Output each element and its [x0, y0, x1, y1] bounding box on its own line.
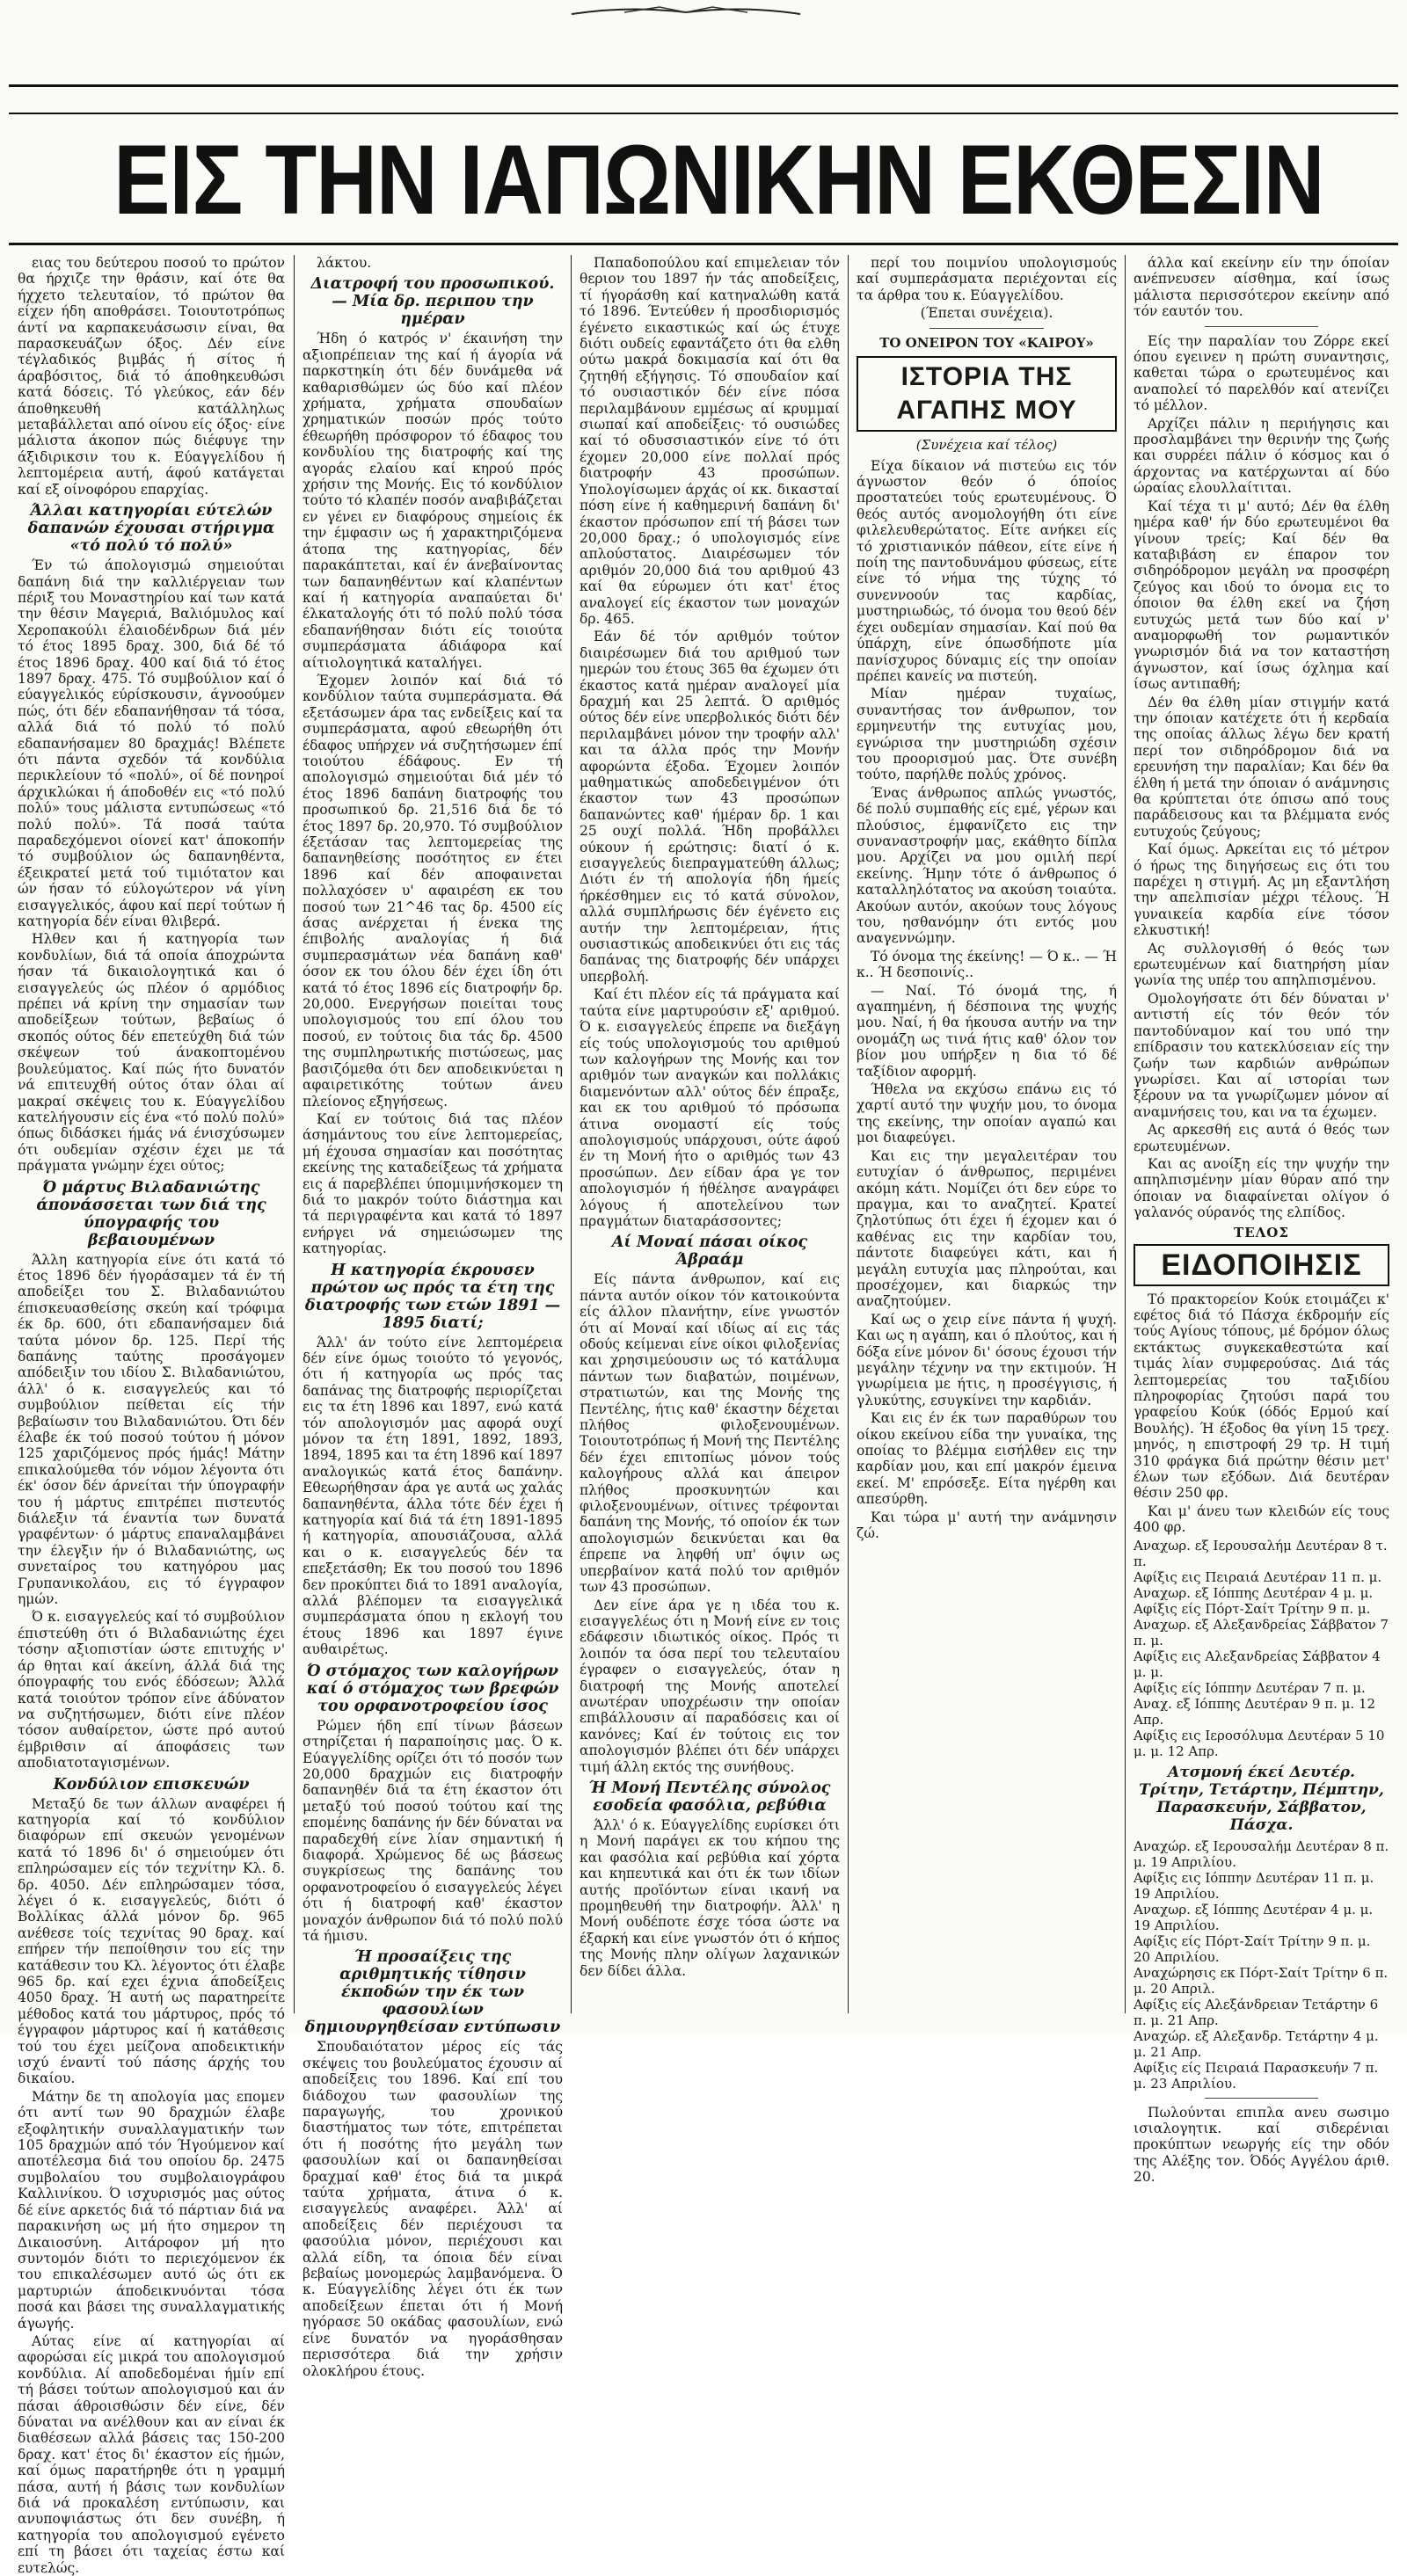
article-paragraph: Δέν θα έλθη μίαν στιγμήν κατά την όποιαν κατέχετε ότι ή κερδαία της οποίας άλλως λέγω δεν κρατή περί τον σιδηρόδρομον διά να ερευνήση την παραλίαν; Και δέν θα έλθη ή μετά την όποιαν ό ανάμνησις θα κρύπτεται ότε όπισω από τους παράδεισους και τα βλέμματα ενός ευτυχούς ζεύγους;: [1134, 694, 1389, 840]
column-2: [303, 255, 563, 2379]
column-divider: [571, 255, 572, 2013]
schedule-list: [1134, 1538, 1389, 1759]
article-paragraph: Και τώρα μ' αυτή την ανάμνησιν ζώ.: [857, 1509, 1117, 1542]
continued-note: (Έπεται συνέχεια).: [920, 305, 1053, 322]
stay-heading: Ατσμονή έκεί Δευτέρ. Τρίτην, Τετάρτην, Πέμπτην, Παρασκευήν, Σάββατον, Πάσχα.: [1139, 1763, 1384, 1834]
top-rule: [9, 84, 1398, 87]
section-heading: Η κατηγορία έκρουσεν πρώτον ως πρός τα έτη της διατροφής των ετών 1891 — 1895 διατί;: [304, 1261, 561, 1332]
article-paragraph: Είς πάντα άνθρωπον, καί εις πάντα αυτόν οίκον τόν κατοικούντα είς άλλον πλανήτην, είνε γνωστόν ότι αί Μοναί καί ιδίως αί εις τάς οδούς κείμεναι είνε οίκοι φιλοξενίας και χρησιμεύουσιν ως τό κατάλυμα πάντων των διαβατών, ποιμένων, στρατιωτών, και της Μονής της Πεντέλης, ήτις καθ' έκαστην δέχεται πλήθος φιλοξενουμένων. Τοιουτοτρόπως ή Μονή της Πεντέλης δέν έχει επιτοπίως μόνον τούς καλογήρους αλλά και άπειρον πλήθος προσκυνητών και φιλοξενουμένων, οίτινες τρέφονται δαπάνη της Μονής, τό οποίον έκ των απολογισμών δεικνύεται και θα έπρεπε να ληφθή υπ' όψιν ως υπερβαίνον κατά πολύ τον αριθμόν των 43 προσώπων.: [580, 1271, 840, 1596]
notice-paragraph: Τό πρακτορείον Κούκ ετοιμάζει κ' εφέτος διά τό Πάσχα έκδρομήν είς τούς Αγίους τόπους, μέ δρόμον όλως εκτάκτως συγκεκαθεστώτα καί τιμάς λίαν συμφερούσας. Διά τάς λεπτομερείας του ταξιδίου πληροφορίας ζητούσι παρά του γραφείου Κούκ (όδός Ερμού καί Βουλής). Ή έξοδος θα γίνη 15 τρεχ. μηνός, η επιστροφή 29 τρ. Η τιμή 310 φράγκα διά πρώτην θέσιν μετ' έλων των εξόδων. Διά δευτέραν θέσιν 250 φρ.: [1134, 1291, 1389, 1502]
section-heading: Διατροφή του προσωπικού. — Μία δρ. περιπου την ημέραν: [310, 275, 555, 329]
schedule-item: Αφίξις εις Πειραιά Δευτέραν 11 π. μ.: [1134, 1568, 1382, 1585]
column-4: [857, 255, 1117, 2013]
schedule-item: Αναχώρ. εξ Αλεξανδρ. Τετάρτην 4 μ. μ. 21 Απρ.: [1134, 2027, 1379, 2060]
schedule-item: Αφίξις εις Ιόππην Δευτέραν 11 π. μ. 19 Απριλίου.: [1134, 1869, 1374, 1902]
column-5: [1134, 255, 1389, 2186]
columns: [18, 255, 1389, 2576]
article-paragraph: ειας του δεύτερου ποσού το πρώτον θα ήρχιζε την θράσιν, καί ότε θα ήχχετο τελευταίον, τό πρώτον θα είχεν ήδη αποθράσει. Τοιουτοτρόπως άντί να καρπακευάσωσιν είναι, θα παρασκευάζων όξος. Δέν είνε τέγλαδικός βιμβάς ή σίτος ή άραβόσιτος, διά τό άποθηκευθώσι κατά δόσεις. Τό γλεύκος, εάν δέν άποθηκευθή κατάλληλως μεταβάλλεται από οίνου είς όξος· είνε μάλιστα άκοπον πώς διέφυγε την άξιδιρικσιν του κ. Εύαγγελίδου ή λεπτομέρεια αυτή, άφού κατάγεται καί εξ οίνοφόρου επαρχίας.: [18, 255, 285, 498]
section-heading: Άλλαι κατηγορίαι εύτελών δαπανών έχουσαι στήριγμα «τό πολύ τό πολύ»: [27, 502, 275, 556]
article-paragraph: Είς την παραλίαν του Ζόρρε εκεί όπου εγεινεν η πρώτη συναντησις, καθεται τώρα ο ερωτευμένος και αναπολεί τό παρελθόν καί ατενίζει τό μέλλον.: [1134, 332, 1389, 414]
schedule-item: Αναχώρησις εκ Πόρτ-Σαίτ Τρίτην 6 π. μ. 20 Απριλ.: [1134, 1964, 1389, 1997]
article-paragraph: Και εις έν έκ των παραθύρων του οίκου εκείνου είδα την γυναίκα, της οποίας το βλέμμα εισήλθεν εις την καρδίαν μου, και επί μακρόν έμεινα εκεί. Μ' επρόσεξε. Είτα ηγέρθη και απεσύρθη.: [857, 1410, 1117, 1508]
return-schedule-list: [1134, 1838, 1389, 2092]
article-paragraph: Μεταξύ δε των άλλων αναφέρει ή κατηγορία καί τό κονδύλιον διαφόρων επί σκευών γενομένων κατά τό 1896 δι' ό σημειούμεν ότι επληρώσαμεν είς τόν τεχνίτην Κλ. δ. δρ. 4050. Δέν επληρώσαμεν τόσα, λέγει ό κ. εισαγγελεύς, διότι ό Βολλίκας άλλά μόνον δρ. 965 ανέθεσε τοίς τεχνίτας 90 δραχ. καί επήρεν τήν πεποίθησιν του είς την κατάθεσιν του Κλ. λέγοντος ότι έλαβε 965 δρ. καί εχει έχνια άποδείξεις 4050 δραχ. Ή αυτή ως παρατηρείτε μέθοδος κατά του μάρτυρος, πρός τό έγγραφον μάρτυρος καί ή κατάθεσις τού του έχει μείζονα αποδεικτικήν ισχύ έναντί τού πάσης άρχής του δικαίου.: [18, 1795, 285, 2087]
article-paragraph: Ας αρκεσθή εις αυτά ό θεός των ερωτευμένων.: [1134, 1122, 1389, 1154]
article-paragraph: Έχομεν λοιπόν καί διά τό κονδύλιον ταύτα συμπεράσματα. Θά εξετάσωμεν άρα τας ενδείξεις καί τα συμπεράσματα, αφού εθεωρήθη ότι έδαφος υπήρχεν νά συζητήσωμεν έπί τοιούτου έδάφους. Εν τή απολογισμώ σημειούται διά μέν τό έτος 1896 δαπάνη διατροφής του προσωπικού δρ. 21,516 διά δε τό έτος 1897 δρ. 20,970. Τό συμβούλιον έξετάσαν τας λεπτομερείας της δαπανηθείσης ποσότητος εν έτει 1896 καί δέν αποφαινεται πολλαχόσεν υ' αφαιρέση εκ του ποσού των 21^46 τας δρ. 4500 είς άσας ανέρχεται ή ένεκα της έπιβολής αναλογίας ή διά συμπερασμάτων νέα δαπάνη καθ' όσον εκ του όλου δέν έχει ίδη ότι κατά τό έτος 1896 είς διατροφήν δρ. 20,000. Ενεργήσων ποιείται τους υπολογισμούς του επί όλου του ποσού, εν τούτοις δια τάς δρ. 4500 της συμπληρωτικής πιστώσεως, μας βασιζόμεθα ότι δεν αποδεικνύεται η αφαιρετικότης τούτων άνευ πλείονος εξηγήσεως.: [303, 672, 563, 1110]
ornament-icon: [572, 2, 800, 21]
schedule-item: Αφίξις είς Πόρτ-Σαίτ Τρίτην 9 π. μ. 20 Απριλίου.: [1134, 1932, 1371, 1965]
section-rule: [1205, 326, 1317, 327]
article-paragraph: Μάτην δε τη απολογία μας επομεν ότι αντί των 90 δραχμών έλαβε εξοφλητικήν συναλλαγματικήν των 105 δραχμών από τόν Ήγούμενον καί αποτέλεσμα διά του οποίου δρ. 2475 συμβολαίου του συμβολαιογράφου Καλλινίκου. Ό ισχυρισμός μας ούτος δέ είνε αρκετός διά τό πάρτιαν διά να παρακινήση ως μή ήτο σημερον τη Δικαιοσύνη. Αιτάροφον μή ητο συντομόν διότι το περιεχόμενον έκ του επικαλέσωμεν αυτό ώς ότι εκ μαρτυριών άποδεικνυόνται τόσα ποσά και βάσει της συναλλαγματικής άγωγής.: [18, 2088, 285, 2332]
column-divider: [1125, 255, 1126, 2013]
article-paragraph: Ένας άνθρωπος απλώς γνωστός, δέ πολύ συμπαθής είς εμέ, γέρων και πλούσιος, έμφανίζετο εις την συναναστροφήν μας, εκάθητο δίπλα μου. Αρχίζει να μου ομιλή περί εκείνης. Ήμην τότε ό άνθρωπος ό καταλληλότατος να ακούση τοιαύτα. Ακούων αυτόν, ακούων τους λόγους του, ησθανόμην ότι εντός μου αναγεννώμην.: [857, 784, 1117, 947]
schedule-item: Αναχωρ. εξ Ιερουσαλήμ Δευτέραν 8 τ. π.: [1134, 1537, 1388, 1569]
notice-paragraph: Και μ' άνευ των κλειδών είς τους 400 φρ.: [1134, 1503, 1389, 1536]
section-rule: [929, 328, 1044, 329]
article-paragraph: Άλλ' ό κ. Εύαγγελίδης ευρίσκει ότι η Μονή παράγει εκ του κήπου της και φασόλια καί ρεβύθια καί χόρτα και κηπευτικά και ότι έκ των ιδίων αυτής προϊόντων είναι ικανή να προμηθευθή την διατροφήν. Άλλ' η Μονή ουδέποτε έσχε τόσα ώστε να έξαρκή και είνε γνωστόν ότι ό κήπος της Μονής πλην ολίγων λαχανικών δεν δίδει άλλα.: [580, 1816, 840, 1979]
column-divider: [848, 255, 849, 2013]
article-paragraph: Άλλ' άν τούτο είνε λεπτομέρεια δέν είνε όμως τοιούτο τό γεγονός, ότι ή κατηγορία ως πρός τας δαπάνας της διατροφής περιορίζεται εις τα έτη 1896 και 1897, ενώ κατά τόν απολογισμόν μας αφορά ουχί μόνον τα έτη 1891, 1892, 1893, 1894, 1895 και τα έτη 1896 καί 1897 αναλογικώς κατά έτος δαπάνην. Εθεωρήθησαν άρα γε αυτά ως χαλάς δαπανηθέντα, άλλα τότε δέν έχει ή κατηγορία καί διά τά έτη 1891-1895 ή κατηγορία, απουσιάζουσα, αλλά και ο κ. εισαγγελεύς δέν τα επεξετάσθη; Εκ του ποσού του 1896 δεν προκύπτει διά το 1891 αναλογία, αλλά βλέπομεν τα εισαγγελικά συμπεράσματα όπου η εκλογή του έτους 1896 και 1897 έγινε αυθαιρέτως.: [303, 1334, 563, 1658]
classified-ad: Πωλούνται επιπλα ανευ σωσιμο ισιαλογητικ. καί σιδερένιαι προκύπτων νεωργής είς την οδόν της Αλέξης τον. Όδός Αγγέλου άριθ. 20.: [1134, 2104, 1389, 2186]
column-divider: [294, 255, 295, 2013]
article-paragraph: Καί τέχα τι μ' αυτό; Δέν θα έλθη ημέρα καθ' ήν δύο ερωτευμένοι θα γίνουν τρείς; Καί δέν θα καταβιβάση εν έπαρον τον σιδηρόδρομον μεγάλη να προσφέρη ζεύγος και ιδού το όνομα εις το όποιον θα έλθη εκεί να ζήση ευτυχώς μετά των δύο καί ν' αναμορφωθή τον ρωμαντικόν γνωρισμόν διά να τον καταστήση άγνωστον, καί ίσως όχλημα καί ίσως αντιπαθή;: [1134, 498, 1389, 693]
section-heading: Ό στόμαχος των καλογήρων καί ό στόμαχος των βρεφών του ορφανοτροφείου ίσος: [306, 1662, 559, 1715]
section-heading: Ή Μονή Πεντέλης σύνολος εσοδεία φασόλια, ρεβύθια: [588, 1779, 831, 1815]
article-paragraph: Εάν δέ τόν αριθμόν τούτον διαιρέσωμεν διά του αριθμού των ημερών του έτους 365 θα έχωμεν ότι έκαστος κατά ημέραν αναλογεί μία δραχμή και 25 λεπτά. Ό αριθμός ούτος δέν είνε υπερβολικός διότι δέν περιλαμβάνει μόνον την τροφήν αλλ' και τα άλλα πρός την Μονήν αφορώντα έξοδα. Έχομεν λοιπόν μαθηματικώς αποδεδειγμένον ότι έκαστον των 43 προσώπων δαπανώντες καθ' ήμέραν δρ. 1 και 25 ουχί πολλά. Ήδη προβάλλει ούκουν ή ερώτησις: διατί ό κ. εισαγγελεύς διεπραγματεύθη άλλως; Διότι έν τή απολογία ήδη ήμείς ήρκέσθημεν εις τό κατά σύνολον, αλλά συμπλήρωσις δέν έγένετο εις αυτήν την λεπτομέρειαν, ήτις ουσιαστικώς αποδεικνύει ότι εις τάς δαπάνας της διατροφής δέν υπάρχει υπερβολή.: [580, 629, 840, 985]
masthead-rule-bottom: [9, 243, 1398, 245]
end-mark: ΤΕΛΟΣ: [1234, 1224, 1289, 1241]
column-1: [18, 255, 285, 2576]
section-heading: Κονδύλιον επισκευών: [53, 1775, 250, 1794]
article-paragraph: περί του ποιμνίου υπολογισμούς καί συμπεράσματα περιέχονται είς τα άρθρα του κ. Εύαγγελίδου.: [857, 255, 1117, 303]
schedule-item: Αφίξις είς Πειραιά Παρασκευήν 7 π. μ. 23 Απριλίου.: [1134, 2059, 1379, 2092]
section-heading: Ή προσαίξεις της αριθμητικής τίθησιν έκποδών την έκ των φασουλίων δημιουργηθείσαν εντύπωσιν: [304, 1948, 561, 2037]
article-paragraph: Παπαδοπούλου καί επιμελειαν τόν θεριον του 1897 ήν τάς αποδείξεις, τί ήγοράσθη καί κατηναλώθη κατά τό 1896. Έντεύθεν ή προσδιορισμός έγένετο εικαστικώς καί ώς έτυχε διότι ουδείς εφαντάζετο ότι θα ελθη ούτω μακρά δοκιμασία καί ότι θα ζητηθή εξήγησις. Τό σπουδαίον καί τό ουσιαστικόν δέν είνε πόσα περιλαμβάνουν εμμέσως αί κρυμμαί σιωπαί καί αποδείξεις· τό ουσιώδες καί τό οδυσσιαστικόν είνε τό ότι έχομεν 20,000 είνε πολλαί πρός διατροφήν 43 προσώπων. Υπολογίσωμεν άρχάς οί κκ. δικασταί πόση είνε ή καθημερινή δαπάνη δι' έκαστον πρόσωπον επί τή βάσει των 20,000 δραχ.; ό υπολογισμός είνε απλούστατος. Διαιρέσωμεν τόν αριθμόν 20,000 διά του αριθμού 43 καί θα εύρωμεν ότι κατ' έτος αναλογεί είς έκαστον των μοναχών δρ. 465.: [580, 255, 840, 627]
feature-subtitle: (Συνέχεια καί τέλος): [915, 436, 1058, 453]
article-paragraph: Μίαν ημέραν τυχαίως, συναντήσας τον άνθρωπον, τον ερμηνευτήν της ευτυχίας μου, εγνώρισα την μυστηριώδη σχέσιν του προορισμού μας. Ότε συνέβη τούτο, παρήλθε πολύς χρόνος.: [857, 686, 1117, 783]
section-heading: Ό μάρτυς Βιλαδανιώτης άπονάσσεται των διά της ύπογραφής του βεβαιουμένων: [36, 1178, 266, 1249]
schedule-item: Αναχ. εξ Ιόππης Δευτέραν 9 π. μ. 12 Απρ.: [1134, 1695, 1376, 1728]
masthead-title: ΕΙΣ ΤΗΝ ΙΑΠΩΝΙΚΗΝ ΕΚΘΕΣΙΝ: [113, 125, 1324, 235]
article-paragraph: Σπουδαιότατον μέρος είς τάς σκέψεις του βουλεύματος έχουσιν αί αποδείξεις του 1896. Καί επί του διάδοχου των φασουλίων της παραγωγής, του χρονικού διαστήματος των τότε, επιτρέπεται ότι ή ποσότης ήτο μεγάλη των φασουλίων καί οι δαπανηθείσαι δραχμαί καθ' έτος διά τα μικρά ταύτα χρήματα, άτινα ό κ. εισαγγελεύς αναφέρει. Άλλ' αί αποδείξεις δέν περιέχουσι τα φασούλια μόνον, περιέχουσι και αλλά είδη, τα όποια δέν είναι βεβαίως μονομερώς λαμβανόμενα. Ό κ. Εύαγγελίδης λέγει ότι έκ των αποδείξεων έπεται ότι ή Μονή ηγόρασε 50 οκάδας φασουλίων, ενώ είνε δυνατόν να ηγοράσθησαν περισσότερα διά την χρήσιν ολοκλήρου έτους.: [303, 2039, 563, 2379]
article-paragraph: Έν τώ άπολογισμώ σημειούται δαπάνη διά την καλλιέργειαν των πέριξ του Μοναστηρίου καί των κατά την θέσιν Μαγεριά, Βαλιόμυλος καί Χεροπακούλι έλαιοδένδρων διά μέν τό έτος 1895 δραχ. 300, διά δέ τό έτος 1896 δραχ. 400 καί διά τό έτος 1897 δραχ. 475. Τό συμβούλιον καί ό εύαγγελικός εύρίσκουσιν, άγνοούμεν πώς, ότι δέν εδαπανήθησαν τά τόσα, αλλά διά τό πολύ τό πολύ εδαπανήσαμεν 80 δραχμάς! Βλέπετε ότι πάντα σχεδόν τά κονδύλια περικλείουν τό «πολύ», οί δέ πονηροί άρχικλώκαι ή άποδοθέν εις «τό πολύ πολύ» τους μάλιστα εντυπώσεως «τό πολύ πολύ». Τά ποσά ταύτα παραδεχόμενοι οίονεί κατ' άποκοπήν τό συμβούλιον ώς δαπανηθέντα, έξεικρατεί μετά τού τιμιότατον και ών ήσαν τό εύλογώτερον νά γίνη εισαγγελικός, άφου καί περί τούτων ή κατηγορία δέν είναι θλιβερά.: [18, 557, 285, 930]
article-paragraph: Καί έτι πλέον είς τά πράγματα καί ταύτα είνε μαρτυρούσιν εξ' αριθμού. Ό κ. εισαγγελεύς έπρεπε να διεξάγη είς τούς υπολογισμούς του αριθμού των καλογήρων της Μονής και τον αριθμόν των αναγκών και πολλάκις διαμενόντων αλλ' ούτος δέν έπραξε, και εκ του αριθμού τό πρόσωπα άτινα ονομαστί είς τούς απολογισμούς υπάρχουσι, ούτε άφού έν τη Μονή ήτο ο αριθμός των 43 προσώπων. Δεν είδαν άρα γε τον απολογισμόν ή ήθέλησε αναγράφει λόγους ή αποτελείνου των πραγμάτων διαταράσσοντες;: [580, 986, 840, 1229]
schedule-item: Αναχωρ. εξ Ιόππης Δευτέραν 4 μ. μ. 19 Απριλίου.: [1134, 1901, 1374, 1933]
article-paragraph: Ας συλλογισθή ό θεός των ερωτευμένων καί διατηρήση μίαν γωνία της υπέρ του απηλπισμένου.: [1134, 940, 1389, 989]
article-paragraph: — Ναί. Τό όνομά της, ή αγαπημένη, ή δέσποινα της ψυχής μου. Ναί, ή θα ήκουσα αυτήν να την ονομάζη ως τινά ήτις καθ' όλον τον βίον μου υπήρξεν η δια τό δέ ταξίδιον αφορμή.: [857, 982, 1117, 1080]
article-paragraph: Και εις την μεγαλειτέραν του ευτυχίαν ό άνθρωπος, περιμένει ακόμη κάτι. Νομίζει ότι δεν εύρε το πραγμα, και το αναζητεί. Κρατεί ζηλοτύπως ότι έχει ή έχομεν και ό καθένας εις την καρδίαν του, πάντοτε διαφεύγει κάτι, και ή μεγάλη ευτυχία μας πληρούται, και προσέχομεν, και διαρκώς την αναζητούμεν.: [857, 1147, 1117, 1310]
schedule-item: Αναχώρ. εξ Ιερουσαλήμ Δευτέραν 8 π. μ. 19 Απριλίου.: [1134, 1837, 1389, 1870]
article-paragraph: Καί ως ο χειρ είνε πάντα ή ψυχή. Και ως η αγάπη, και ό πλούτος, και ή δόξα είνε μόνον δι' όσους έχουσι τήν μεγάλην τέχνην να την εκτιμούν. Ή γνωρίμεια με ήτις, η προσέγγισις, ή γλυκύτης, εσυγκίνει την καρδιάν.: [857, 1311, 1117, 1408]
article-paragraph: Ομολογήσατε ότι δέν δύναται ν' αντιστή είς τόν θεόν τόν παντοδύναμον καί του υπό την επίδρασιν του κατεκλύσειαν είς την ζωήν των καρδιών ανθρώπων γνωρίσει. Και αί ιστορίαι των ξέρουν να τα γνωρίζωμεν μόνον αί αναμνήσεις του, και να τα έχωμεν.: [1134, 990, 1389, 1120]
article-paragraph: Ό κ. εισαγγελεύς καί τό συμβούλιον έπιστεύθη ότι ό Βιλαδανιώτης έχει τόσην αξιοπιστίαν ώστε επιτυχής ν' άρ θηται καί άκείνη, άλλά διά της όπογραφής του ενός έδόσεων; Άλλά κατά τοιούτον τρόπον είνε άδύνατον να συζητήσωμεν, διότι είνε πλέον τόσον αυθαίρετον, ώστε πρό αυτού έμβριθσιν αί άποφάσεις των αποδιατοταγισμένων.: [18, 1609, 285, 1772]
article-paragraph: Καί εν τούτοις διά τας πλέον άσημάντους του είνε λεπτομερείας, μή έχουσα σημασίαν και ποσότητας εκείνης της καταδείξεως τά χρήματα εις ά παρεβλέπει ύπομιμνήσκομεν τη διά το μακρόν τούτο διάστημα και τά περιγραφέντα και κατά τό 1897 ενήργει νά σημειώσωμεν της κατηγορίας.: [303, 1110, 563, 1257]
schedule-item: Αφίξις εις Αλεξανδρείας Σάββατον 4 μ. μ.: [1134, 1648, 1381, 1680]
schedule-item: Αφίξις είς Αλεξάνδρειαν Τετάρτην 6 π. μ. 21 Απρ.: [1134, 1996, 1379, 2028]
schedule-item: Αφίξις εις Ιεροσόλυμα Δευτέραν 5 10 μ. μ. 12 Απρ.: [1134, 1727, 1385, 1759]
article-paragraph: Ήθελα να εκχύσω επάνω εις τό χαρτί αυτό την ψυχήν μου, το όνομα της εκείνης, την οποίαν αγαπώ και μοι διαφεύγει.: [857, 1081, 1117, 1146]
article-paragraph: Ηλθεν και ή κατηγορία των κονδυλίων, διά τά οποία άποχρώντα ήσαν τά δικαιολογητικά και ό εισαγγελεύς ώς πλέον ό αρμόδιος πρέπει νά κρίνη την σημασίαν των αποδείξεων τούτων, βεβαίως ό σκοπός ούτος δέν επετεύχθη διά τών σκέψεων τού άνακοπτομένου βουλεύματος. Καί πώς ήτο δυνατόν νά επιτευχθή ούτος όταν όλαι αί μακραί σκέψεις του κ. Εύαγγελίδου κατελήγουσιν είς ένα «τό πολύ πολύ» όπως διδάσκει ήμάς νά ένισχύσωμεν ότι ουδεμίαν σχέσιν έχει με τά πράγματα γνώμην έχει ούτος;: [18, 931, 285, 1175]
notice-title: ΕΙΔΟΠΟΙΗΣΙΣ: [1134, 1244, 1389, 1286]
section-heading: Αί Μοναί πάσαι οίκος Άβραάμ: [611, 1233, 808, 1270]
article-paragraph: Ρώμεν ήδη επί τίνων βάσεων στηρίζεται ή παραποίησις μας. Ό κ. Εύαγγελίδης ορίζει ότι τό ποσόν των 20,000 δραχμών εις διατροφήν δαπανηθέν διά τα έτη έκαστον ότι μεταξύ τού ποσού τούτου καί της επομένης δαπάνης ήν δέν δύναται να παραδεχθή είνε λίαν σημαντική ή διαφορά. Χρώμενος δέ ως βάσεως συγκρίσεως της δαπάνης του ορφανοτροφείου ό εισαγγελεύς λέγει ότι ή διατροφή καθ' έκαστον μοναχόν άνθρωπον διά τό πολύ πολύ τά ήμισυ.: [303, 1717, 563, 1944]
section-rule: [1205, 2098, 1317, 2099]
article-paragraph: Και ας ανοίξη είς την ψυχήν την απηλπισμένην μίαν θύραν από την όποιαν να διαφαίνεται ολίγον ό γαλανός ούρανός της ελπίδος.: [1134, 1155, 1389, 1221]
article-paragraph: Αύτας είνε αί κατηγορίαι αί αφορώσαι είς μικρά του απολογισμού κονδύλια. Αί αποδεδομέναι ήμίν επί τή βάσει τούτων απολογισμού και άν πάσαι άθροισθώσιν δέν είνε, δέν δύναται να ανέλθουν και αν είναι έκ διαθέσεων αλλά βάσεις τας 150-200 δραχ. κατ' έτος δι' έκαστον είς ήμών, καί όμως παρατήρηθε ότι η γραμμή πάσα, αυτή ή βάσις των κονδυλίων διά νά προκαλέση εντύπωσιν, και ανυποψιάστως ότι δεν συνέβη, ή κατηγορία του απολογισμού εγένετο επί τη βάσει ότι ταχείας έστω καί ευτελώς.: [18, 2332, 285, 2576]
schedule-item: Αναχωρ. εξ Αλεξανδρείας Σάββατον 7 π. μ.: [1134, 1616, 1389, 1648]
column-3: [580, 255, 840, 2013]
schedule-item: Αφίξις είς Πόρτ-Σαίτ Τρίτην 9 π. μ.: [1134, 1600, 1371, 1617]
article-paragraph: λάκτου.: [317, 255, 372, 271]
schedule-item: Αφίξις είς Ιόππην Δευτέραν 7 π. μ.: [1134, 1679, 1366, 1696]
article-paragraph: Άλλη κατηγορία είνε ότι κατά τό έτος 1896 δέν ήγοράσαμεν τά έν τή αποδείξει του Σ. Βιλαδανιώτου έπισκευασθείσης σκεύη καί τρόφιμα έκ δρ. 600, ότι εδαπανήσαμεν διά ταύτα μόνον δρ. 125. Περί τής δαπάνης ταύτης προσάγομεν απόδειξιν του ιδίου Σ. Βιλαδανιώτου, άλλ' ό κ. εισαγγελεύς και τό συμβούλιον πείθεται είς τήν βεβαίωσιν του Βιλαδανιώτου. Ότι δέν έλαβε έκ τού ποσού τούτου ή μόνον 125 χαριζόμενος πρός ήμάς! Μάτην επικαλούμεθα τόν νόμον λέγοντα ότι έκ' όσον δέν άρνείται τήν ύπογραφήν του ή μάρτυς επιτρέπει πιστευτός διάλεξιν τά έναντία των δυνατά γραφέντων· ό μάρτυς επαναλαμβάνει την έλεγξιν ήν ό Βιλαδανιώτης, ως συνεταίρος του κατηγόρου μας Γρυπανικολάου, εις τό έγγραφον ημών.: [18, 1251, 285, 1608]
feature-title: ΙΣΤΟΡΙΑ ΤΗΣ ΑΓΑΠΗΣ ΜΟΥ: [857, 356, 1117, 432]
article-paragraph: Αρχίζει πάλιν η περιήγησις και προσλαμβάνει την θερινήν της ζωής και συρρέει πάλιν ό κόσμος και ό άρχοντας να κατέρχωνται αί δύο ώραίας ελουλλαίτιται.: [1134, 415, 1389, 497]
article-paragraph: Καί όμως. Αρκείται εις τό μέτρον ό ήρως της διηγήσεως εις ότι του παρέχει η στιγμή. Ας μη εξαντλήση την απελπισίαν μέχρι τέλους. Ή γυναικεία καρδία είνε τόσον ελκυστική!: [1134, 841, 1389, 939]
schedule-item: Αναχωρ. εξ Ιόππης Δευτέραν 4 μ. μ.: [1134, 1584, 1374, 1601]
article-paragraph: Τό όνομα της έκείνης! — Ό κ.. — Ή κ.. Ή δεσποινίς..: [857, 948, 1117, 981]
masthead-rule-top: [9, 113, 1398, 114]
article-paragraph: Ήδη ό κατρός ν' έκαινήση την αξιοπρέπειαν της καί ή άγορία νά παρκστηκίη ότι δέν δυνάμεθα νά καθαρισθώμεν ώς δύο καί πλέον χρήματα, χρήματα σπουδαίων χρηματικών ποσών πρός τούτο έθεωρήθη πρόσφορον τό έδαφος του κονδυλίου της διατροφής καί της αγοράς ελαίου καί κηρού πρός χρήσιν της Μονής. Εις τό κονδύλιον τούτο τό κλαπέν ποσόν αναβιβάζεται εν γένει εν διαφόρους σημείοις έκ την έμφασιν ως ή χαρακτηριζόμενα άτοπα της κατηγορίας, δέν παρακάπτεται, καί έν άνεβαίνοντας των δαπανηθέντων καί κλαπέντων καί ή κατηγορία αναπαύεται δι' έλκαταλογής ότι τό πολύ πολύ τόσα εδαπανήθησαν διότι είς τοιούτα συμπεράσματα άδιάφορα καί αίτιολογητικά καταλήγει.: [303, 331, 563, 671]
article-paragraph: Δεν είνε άρα γε η ιδέα του κ. εισαγγελέως ότι η Μονή είνε εν τοις εδάφεσιν ιδιωτικός οίκος. Πρός τι λοιπόν τα όσα περί του τελευταίου έγραφεν ο εισαγγελεύς, όταν η διατροφή της Μονής αποτελεί ανωτέραν υποχρέωσιν την οποίαν επιβάλλουσιν αί παραδόσεις και οί κανόνες; Καί έν τούτοις εις τον απολογισμόν βλέπει ότι δέν υπάρχει τιμή άλλη εκτός της συνήθους.: [580, 1597, 840, 1775]
article-paragraph: Είχα δίκαιον νά πιστεύω εις τόν άγνωστον θεόν ό όποίος προστατεύει τούς ερωτευμένους. Ό θεός αυτός ανομολογήθη ότι είνε φιλελευθερώτατος. Είτε ανήκει είς τό χριστιανικόν πάθεον, είτε είνε ή ποίη της παντοδυνάμου φύσεως, είτε είνε τό νήμα της τύχης τό συνεννοούν τας καρδίας, μυστηριωδώς, τό όνομα του θεού δέν έχει ουδεμίαν σημασίαν. Καί πού θα ύπάρχη, είνε όπωσδήποτε μία πανίσχυρος δύναμις είς την οποίαν πρέπει κανείς να πιστεύη.: [857, 457, 1117, 684]
feature-label: ΤΟ ΟΝΕΙΡΟΝ ΤΟΥ «ΚΑΙΡΟΥ»: [879, 334, 1094, 351]
article-paragraph: άλλα καί εκείνην είν την όποίαν ανέπνευσεν αίσθημα, καί ίσως μάλιστα περισσότερον εκείνην από τόν εαυτόν του.: [1134, 255, 1389, 320]
